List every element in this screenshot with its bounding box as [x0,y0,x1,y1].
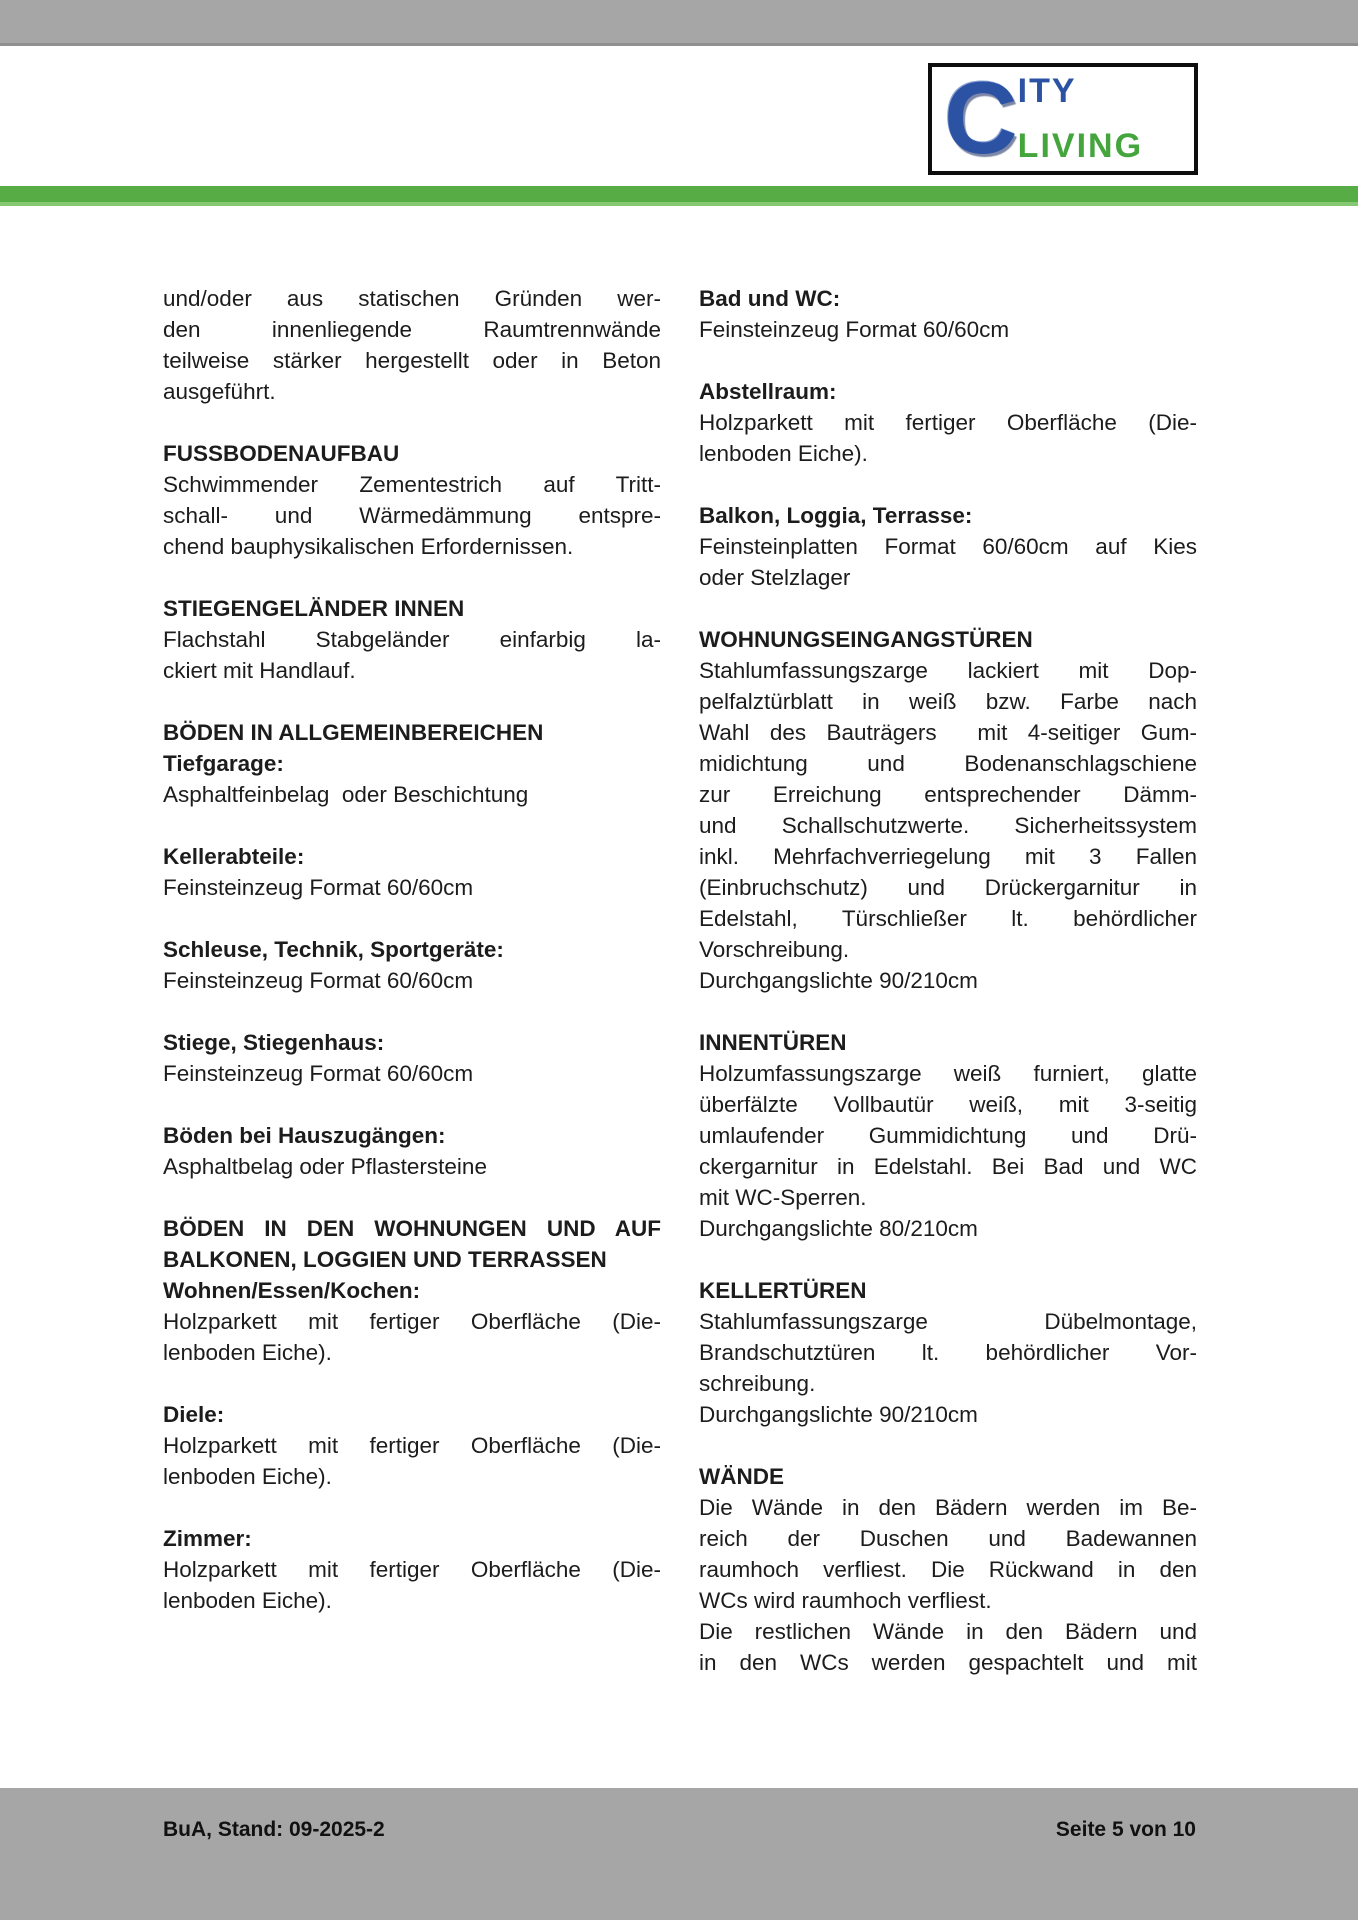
spec-heading-line: Böden bei Hauszugängen: [163,1123,446,1148]
city-living-logo [928,63,1198,175]
spec-text-line: Durchgangslichte 90/210cm [699,968,978,993]
top-gray-bar [0,0,1358,46]
spec-heading-line: Kellerabteile: [163,844,305,869]
spec-text-line: WCs wird raumhoch verfliest. [699,1588,992,1613]
spec-heading-line: Abstellraum: [699,379,837,404]
spec-text-line: raumhoch verfliest. Die Rückwand in den [699,1557,1197,1582]
logo-text-city: ITY [1017,71,1077,110]
spec-text-line: Holzparkett mit fertiger Oberfläche (Die- [163,1433,661,1458]
spec-heading-line: BALKONEN, LOGGIEN UND TERRASSEN [163,1247,607,1272]
spec-heading-line: Balkon, Loggia, Terrasse: [699,503,973,528]
footer-page-number: Seite 5 von 10 [1055,1818,1196,1841]
spec-text-line: ckiert mit Handlauf. [163,658,356,683]
spec-text-line: teilweise stärker hergestellt oder in Beton [163,348,661,373]
spec-text-line: Feinsteinzeug Format 60/60cm [699,317,1010,342]
spec-heading-line: BÖDEN IN ALLGEMEINBEREICHEN [163,720,544,745]
spec-text-line: pelfalztürblatt in weiß bzw. Farbe nach [699,689,1197,714]
spec-text-line: ckergarnitur in Edelstahl. Bei Bad und WC [699,1154,1197,1179]
spec-text-line: midichtung und Bodenanschlagschiene [699,751,1197,776]
spec-heading-line: Bad und WC: [699,286,841,311]
right-column [699,283,1197,1678]
spec-text-line: Brandschutztüren lt. behördlicher Vor- [699,1340,1197,1365]
logo-wordmark [1017,71,1144,165]
spec-text-line: lenboden Eiche). [699,441,868,466]
spec-text-line: schreibung. [699,1371,816,1396]
footer-row [163,1818,1196,1842]
spec-heading-line: FUSSBODENAUFBAU [163,441,400,466]
spec-heading-line: Schleuse, Technik, Sportgeräte: [163,937,504,962]
spec-heading-line: Stiege, Stiegenhaus: [163,1030,385,1055]
spec-text-line: oder Stelzlager [699,565,851,590]
left-column [163,283,661,1616]
spec-text-line: Schwimmender Zementestrich auf Tritt- [163,472,661,497]
spec-text-line: und/oder aus statischen Gründen wer- [163,286,661,311]
spec-text-line: schall- und Wärmedämmung entspre- [163,503,661,528]
spec-text-line: Flachstahl Stabgeländer einfarbig la- [163,627,661,652]
spec-text-line: und Schallschutzwerte. Sicherheitssystem [699,813,1197,838]
logo-letter-c: C [944,61,1016,176]
spec-text-line: mit WC-Sperren. [699,1185,867,1210]
spec-text-line: überfälzte Vollbautür weiß, mit 3-seitig [699,1092,1197,1117]
spec-text-line: lenboden Eiche). [163,1464,332,1489]
spec-text-line: Stahlumfassungszarge Dübelmontage, [699,1309,1197,1334]
spec-text-line: Feinsteinplatten Format 60/60cm auf Kies [699,534,1197,559]
spec-heading-line: WOHNUNGSEINGANGSTÜREN [699,627,1033,652]
spec-text-line: zur Erreichung entsprechender Dämm- [699,782,1197,807]
spec-heading-line: INNENTÜREN [699,1030,847,1055]
spec-text-line: lenboden Eiche). [163,1588,332,1613]
footer-document-version: BuA, Stand: 09-2025-2 [163,1818,385,1841]
spec-text-line: Holzumfassungszarge weiß furniert, glatte [699,1061,1197,1086]
spec-text-line: Die Wände in den Bädern werden im Be- [699,1495,1197,1520]
spec-text-line: Feinsteinzeug Format 60/60cm [163,1061,474,1086]
spec-heading-line: Tiefgarage: [163,751,284,776]
spec-text-line: Durchgangslichte 80/210cm [699,1216,978,1241]
spec-text-line: inkl. Mehrfachverriegelung mit 3 Fallen [699,844,1197,869]
page-footer [0,1788,1358,1920]
spec-heading-line: KELLERTÜREN [699,1278,867,1303]
spec-heading-line: STIEGENGELÄNDER INNEN [163,596,465,621]
spec-heading-line: Wohnen/Essen/Kochen: [163,1278,421,1303]
spec-text-line: Edelstahl, Türschließer lt. behördlicher [699,906,1197,931]
spec-heading-line: Zimmer: [163,1526,252,1551]
spec-text-line: ausgeführt. [163,379,276,404]
spec-text-line: Feinsteinzeug Format 60/60cm [163,968,474,993]
spec-text-line: Die restlichen Wände in den Bädern und [699,1619,1197,1644]
spec-text-line: Asphaltfeinbelag oder Beschichtung [163,782,529,807]
spec-text-line: Stahlumfassungszarge lackiert mit Dop- [699,658,1197,683]
spec-heading-line: BÖDEN IN DEN WOHNUNGEN UND AUF [163,1216,661,1241]
spec-text-line: in den WCs werden gespachtelt und mit [699,1650,1197,1675]
spec-text-line: umlaufender Gummidichtung und Drü- [699,1123,1197,1148]
spec-text-line: Feinsteinzeug Format 60/60cm [163,875,474,900]
spec-text-line: Vorschreibung. [699,937,850,962]
spec-heading-line: Diele: [163,1402,225,1427]
spec-text-line: Holzparkett mit fertiger Oberfläche (Die- [163,1557,661,1582]
green-divider-bar [0,186,1358,206]
spec-text-line: (Einbruchschutz) und Drückergarnitur in [699,875,1197,900]
spec-text-line: Asphaltbelag oder Pflastersteine [163,1154,487,1179]
logo-text-living: LIVING [1017,126,1144,165]
spec-text-line: Wahl des Bauträgers mit 4-seitiger Gum- [699,720,1197,745]
spec-text-line: Holzparkett mit fertiger Oberfläche (Die- [699,410,1197,435]
spec-text-line: den innenliegende Raumtrennwände [163,317,661,342]
spec-text-line: Durchgangslichte 90/210cm [699,1402,978,1427]
spec-text-line: reich der Duschen und Badewannen [699,1526,1197,1551]
spec-text-line: lenboden Eiche). [163,1340,332,1365]
spec-heading-line: WÄNDE [699,1464,784,1489]
spec-text-line: Holzparkett mit fertiger Oberfläche (Die- [163,1309,661,1334]
spec-text-line: chend bauphysikalischen Erfordernissen. [163,534,574,559]
